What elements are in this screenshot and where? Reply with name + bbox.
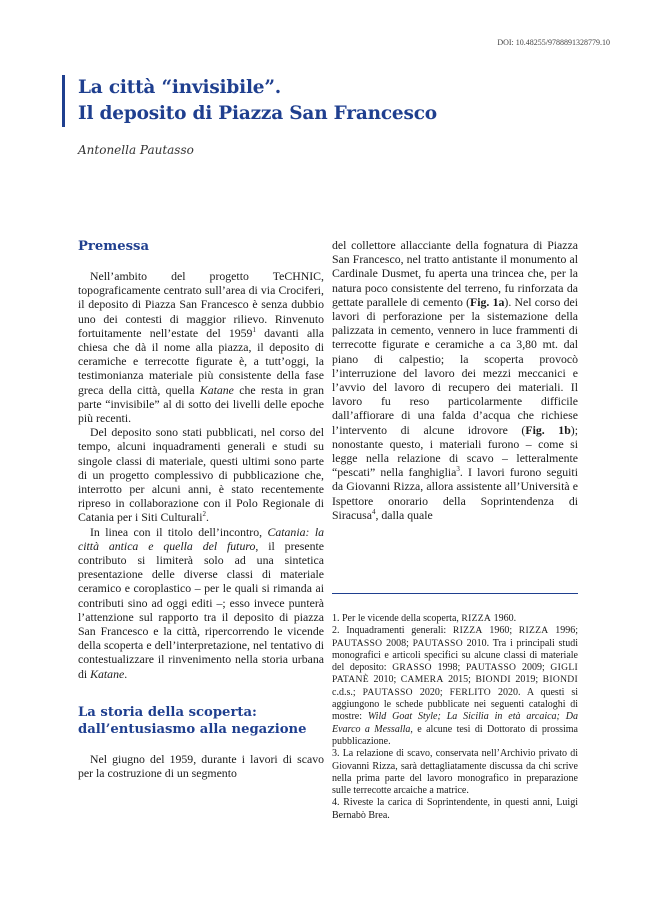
text-run: 1960. [491, 613, 517, 624]
author-ref: PAUTASSO [362, 686, 413, 698]
text-run: ); nonostante questo, i materiali furono – come si legge nella relazione di scavo – letteralmente “pescati” nella fanghiglia [332, 422, 578, 480]
footnote-4: 4. Riveste la carica di Soprintendente, in questi anni, Luigi Bernabò Brea. [332, 797, 578, 821]
text-run: 1960; [482, 625, 519, 637]
footnote-3: 3. La relazione di scavo, conservata nell’Archivio privato di Giovanni Rizza, sarà dettagliatamente discussa da chi scrive nella prima parte del lavoro monografico in preparazione sulle terrecotte arcaiche a matrice. [332, 748, 578, 797]
footnote-2 [332, 625, 578, 748]
section-heading-premessa: Premessa [78, 239, 149, 254]
author-ref: GIGLI PATANÈ [332, 662, 578, 686]
section-heading-storia [78, 704, 324, 738]
text-run: , il presente contributo si limiterà solo ad una sintetica presentazione delle diverse classi di materiale ceramico e coroplastico – per le quali si rimanda ai contributi sino ad oggi editi –; esso invece punterà l’attenzione sul rapporto tra il deposito di piazza San Francesco e la città, ripercorrendo le vicende della scoperta e dell’interpretazione, nel tentativo di contestualizzare il rinvenimento nella storia urbana di [78, 538, 324, 681]
author-ref: PAUTASSO [465, 662, 517, 674]
heading-line-1: La storia della scoperta: [78, 704, 257, 720]
text-run: , dalla quale [375, 507, 433, 522]
text-run: 2019; [510, 674, 543, 686]
footnote-ref-4: 4 [371, 507, 376, 516]
author-ref: RIZZA [452, 625, 483, 637]
author-ref: GRASSO [392, 662, 432, 674]
paragraph-5 [332, 238, 578, 522]
text-run: c.d.s.; [332, 686, 363, 698]
paragraph-1 [78, 269, 324, 425]
text-run: 1. Per le vicende della scoperta, [332, 613, 462, 624]
italic-conference-title: Catania: la città antica e quella del futuro [78, 524, 324, 553]
author-ref: PAUTASSO [332, 637, 383, 649]
paragraph-2 [78, 425, 324, 524]
text-run: . [206, 510, 209, 525]
heading-line-2: dall’entusiasmo alla negazione [78, 721, 307, 737]
text-run: 2010; [368, 674, 401, 686]
text-run: Nell’ambito del progetto TeCHNIC, topograficamente centrato sull’area di via Crociferi, il deposito di Piazza San Francesco è senza dubbio uno dei contesti di maggior rilievo. Rinvenuto fortuitamente nell’estate del 1959 [78, 269, 324, 340]
footnotes [332, 613, 578, 822]
author-ref: BIONDI [542, 674, 579, 686]
author-ref: RIZZA [461, 613, 492, 624]
text-run: del collettore allacciante della fognatura di Piazza San Francesco, nel tratto antistante il monumento al Cardinale Dusmet, fu aperta una trincea che, per la natura poco consistente del terreno, fu rinforzata da gettate parallele di cemento ( [332, 238, 578, 309]
text-run: . [124, 666, 128, 681]
author-name: Antonella Pautasso [78, 143, 194, 157]
right-column [332, 238, 578, 522]
author-ref: RIZZA [518, 625, 549, 637]
doi-label: DOI: 10.48255/9788891328779.10 [497, 38, 610, 47]
left-column [78, 238, 324, 780]
italic-katane: Katane [199, 382, 234, 397]
text-run: , e alcune tesi di Dottorato di prossima pubblicazione. [332, 723, 578, 747]
text-run: 2015; [443, 674, 476, 686]
figure-ref-1b: Fig. 1b [525, 422, 571, 437]
text-run: che resta in gran parte “invisibile” al di sotto dei livelli delle epoche più recenti. [78, 382, 324, 426]
text-run: 2. Inquadramenti generali: [332, 625, 453, 637]
text-run: 1998; [431, 662, 466, 674]
text-run: 2020; [412, 686, 450, 698]
text-run: davanti alla chiesa che dà il nome alla piazza, il deposito di ceramiche e terrecotte figurate è, a tutt’oggi, la testimonianza materiale più consistente della fase greca della città, quella [78, 325, 325, 397]
author-ref: BIONDI [475, 674, 511, 686]
italic-katane: Katane [90, 666, 125, 681]
title-line-1: La città “invisibile”. [78, 77, 282, 98]
title-line-2: Il deposito di Piazza San Francesco [78, 103, 437, 124]
text-run: In linea con il titolo dell’incontro, [90, 524, 268, 539]
footnote-ref-2: 2 [202, 510, 207, 519]
footnote-ref-1: 1 [252, 325, 256, 334]
italic-catalogue-titles: Wild Goat Style; La Sicilia in età arcaica; Da Evarco a Messalla [332, 711, 579, 735]
text-run: 2020. A questi si aggiungono le schede pubblicate nei seguenti cataloghi di mostre: [332, 686, 579, 723]
article-title [62, 75, 598, 127]
author-ref: PAUTASSO [412, 637, 463, 649]
author-ref: FERLITO [449, 686, 491, 698]
figure-ref-1a: Fig. 1a [470, 294, 505, 309]
text-run: . I lavori furono seguiti da Giovanni Rizza, allora assistente all’Università e Ispettore onorario della Soprintendenza di Siracusa [332, 465, 578, 522]
text-run: 2009; [516, 662, 551, 674]
author-ref: CAMERA [400, 674, 444, 686]
footnote-ref-3: 3 [456, 465, 460, 474]
paragraph-4: Nel giugno del 1959, durante i lavori di scavo per la costruzione di un segmento [78, 751, 324, 781]
footnote-divider [332, 593, 578, 594]
paragraph-3 [78, 525, 324, 681]
text-run: 2008; [382, 637, 413, 649]
text-run: ). Nel corso dei lavori di perforazione per la sistemazione della palizzata in cemento, vennero in luce frammenti di terrecotte figurate e ceramiche a ca 3,80 mt. dal piano di calpestio; la scoperta provocò l’interruzione del lavoro dei mezzi meccanici e l’avvio del lavoro di recupero dei materiali. Il lavoro fu reso particolarmente difficile dall’affiorare di una falda d’acqua che richiese l’intervento di alcune idrovore ( [332, 294, 578, 437]
text-run: 2010. Tra i principali studi monografici e articoli specifici su alcune classi di materiale del deposito: [332, 637, 578, 674]
text-run: Del deposito sono stati pubblicati, nel corso del tempo, alcuni inquadramenti generali e studi su singole classi di materiale, questi ultimi sono parte di un progetto complessivo di pubblicazione che, interrotto per alcuni anni, è stato recentemente ripreso in collaborazione con il Polo Regionale di Catania per i Siti Culturali [78, 425, 324, 525]
text-run: 1996; [548, 625, 579, 637]
footnote-1 [332, 613, 578, 625]
